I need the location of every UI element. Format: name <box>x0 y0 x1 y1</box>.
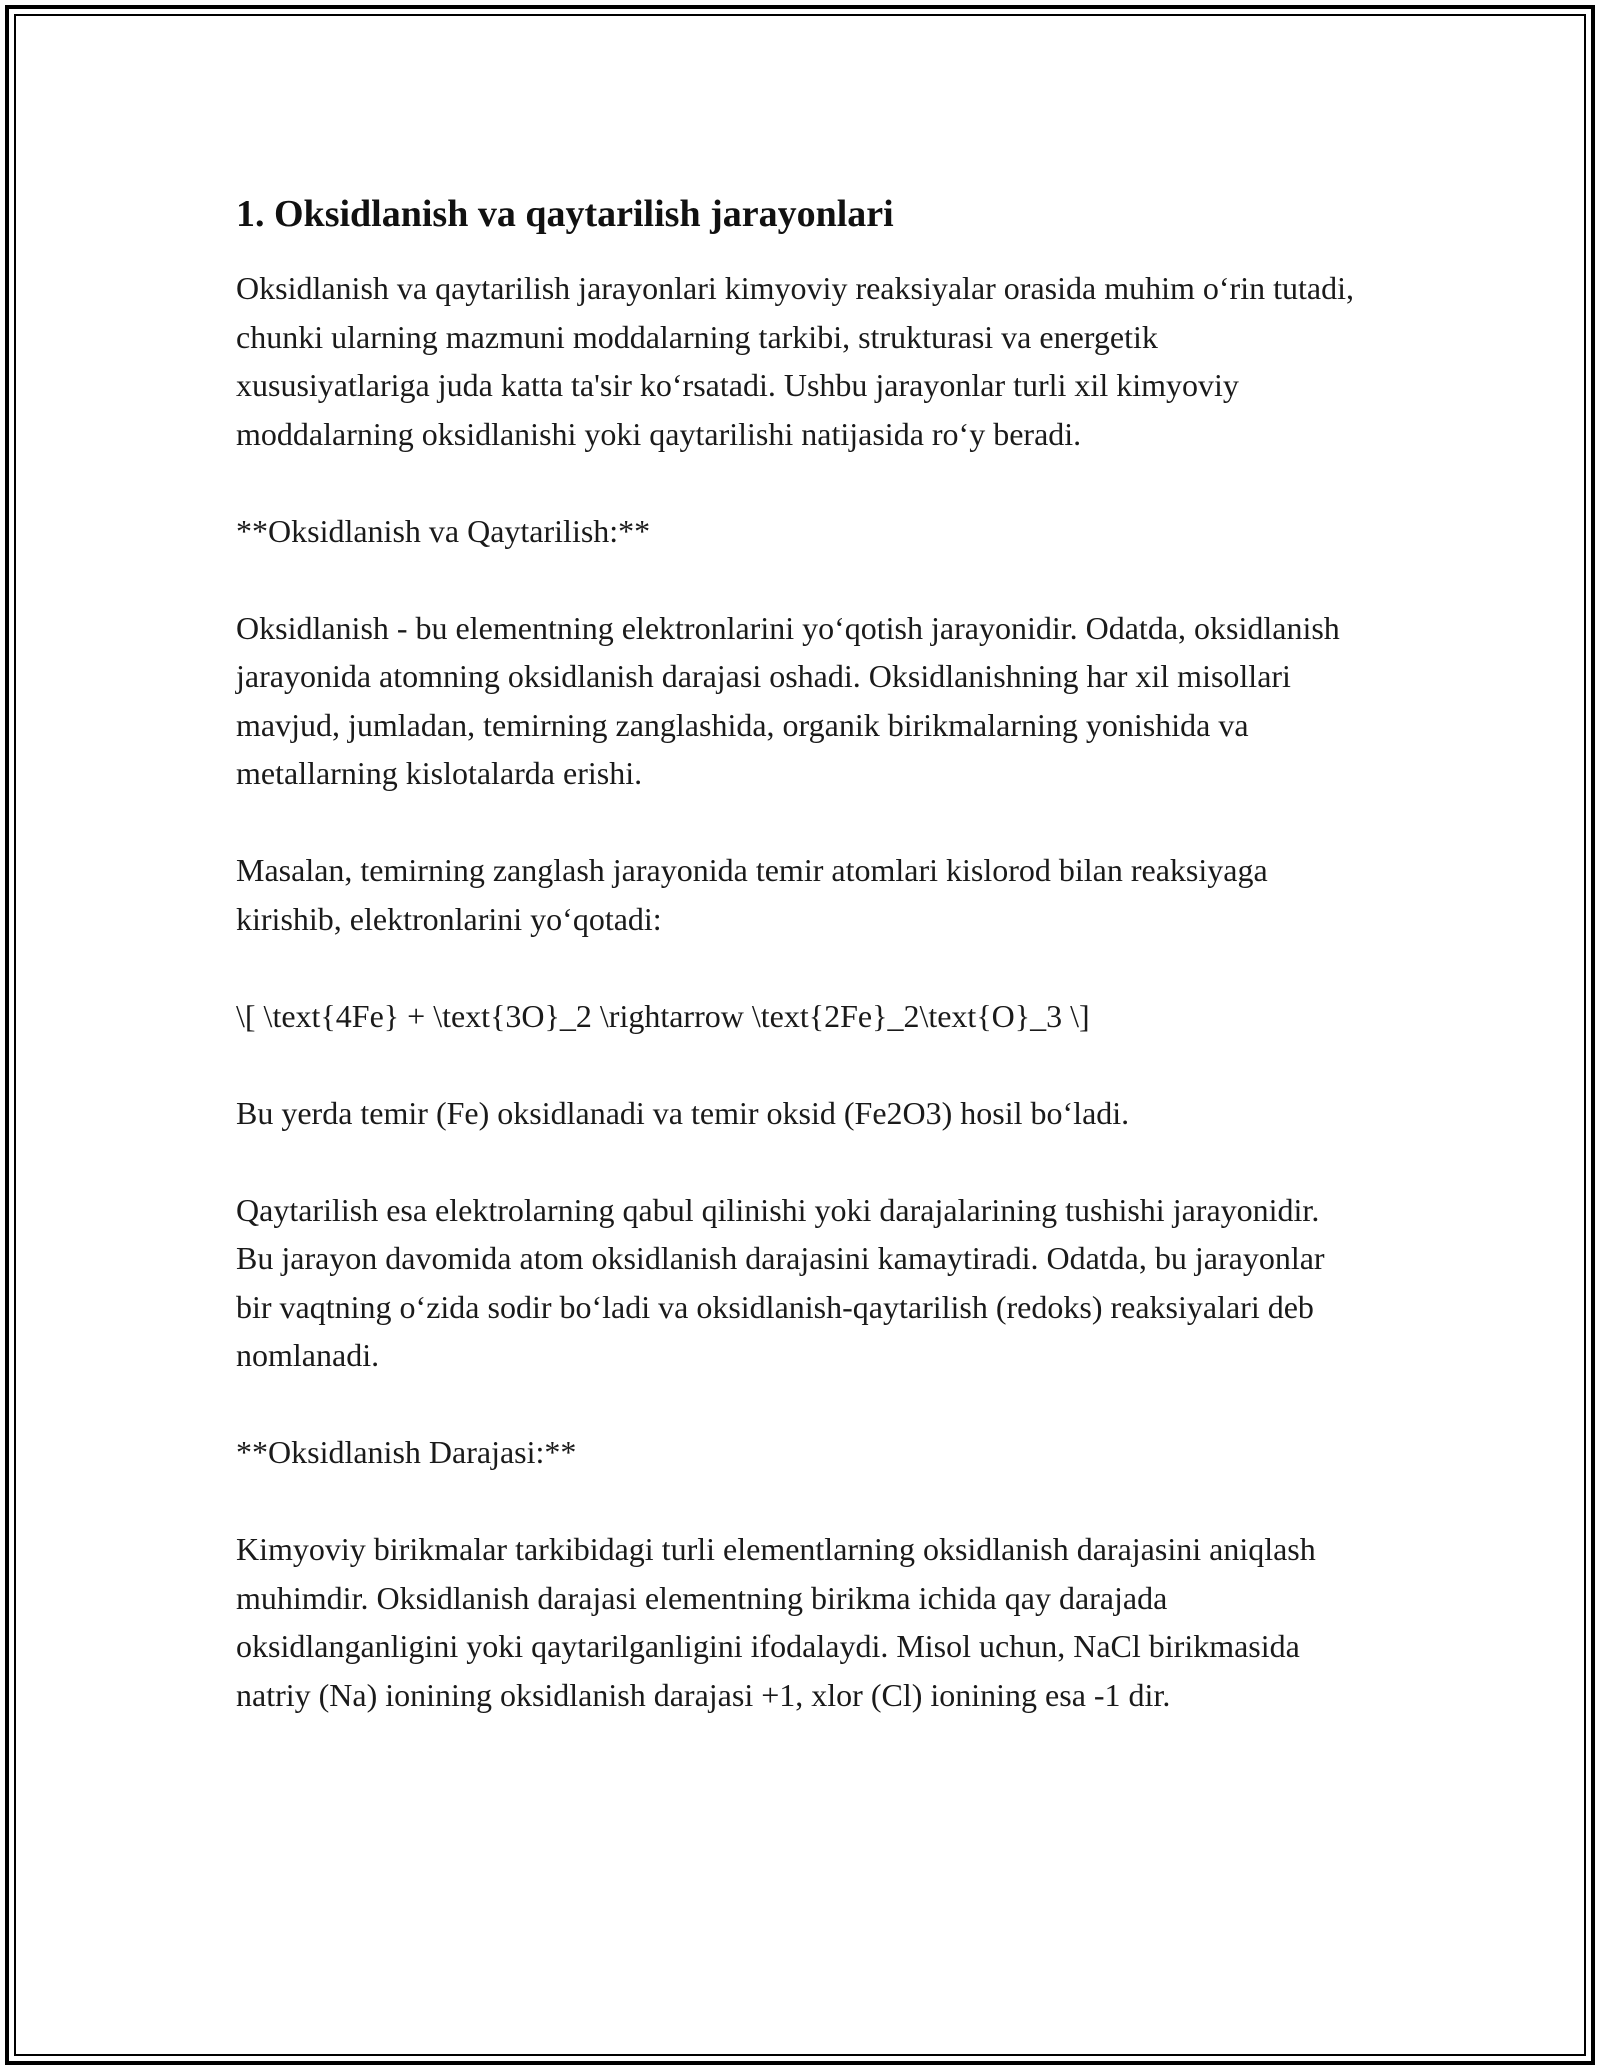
equation-line: \[ \text{4Fe} + \text{3O}_2 \rightarrow \text{2Fe}_2\text{O}_3 \] <box>236 997 1090 1034</box>
paragraph-example-result: Bu yerda temir (Fe) oksidlanadi va temir oksid (Fe2O3) hosil bo‘ladi. <box>236 1094 1130 1131</box>
paragraph-intro: Oksidlanish va qaytarilish jarayonlari kimyoviy reaksiyalar orasida muhim o‘rin tutadi, chunki ularning mazmuni moddalarning tarkibi, strukturasi va energetik xususiyatlariga juda katta ta'sir ko‘rsatadi. Ushbu jarayonlar turli xil kimyoviy moddalarning oksidlanishi yoki qaytarilishi natijasida ro‘y beradi. <box>236 270 1354 452</box>
subheading-oksidlanish-darajasi: **Oksidlanish Darajasi:** <box>236 1434 577 1470</box>
section-heading: 1. Oksidlanish va qaytarilish jarayonlari <box>236 193 894 235</box>
paragraph-example-intro: Masalan, temirning zanglash jarayonida temir atomlari kislorod bilan reaksiyaga kirishib, elektronlarini yo‘qotadi: <box>236 852 1268 937</box>
document-body <box>236 188 1356 1768</box>
paragraph-oksidlanish-darajasi: Kimyoviy birikmalar tarkibidagi turli elementlarning oksidlanish darajasini aniqlash muhimdir. Oksidlanish darajasi elementning birikma ichida qay darajada oksidlanganligini yoki qaytarilganligini ifodalaydi. Misol uchun, NaCl birikmasida natriy (Na) ionining oksidlanish darajasi +1, xlor (Cl) ionining esa -1 dir. <box>236 1531 1316 1713</box>
subheading-oksidlanish-qaytarilish: **Oksidlanish va Qaytarilish:** <box>236 512 651 549</box>
paragraph-qaytarilish: Qaytarilish esa elektrolarning qabul qilinishi yoki darajalarining tushishi jarayonidir. Bu jarayon davomida atom oksidlanish darajasini kamaytiradi. Odatda, bu jarayonlar bir vaqtning o‘zida sodir bo‘ladi va oksidlanish-qaytarilish (redoks) reaksiyalari deb nomlanadi. <box>236 1191 1325 1373</box>
paragraph-oksidlanish-definition: Oksidlanish - bu elementning elektronlarini yo‘qotish jarayonidir. Odatda, oksidlanish jarayonida atomning oksidlanish darajasi oshadi. Oksidlanishning har xil misollari mavjud, jumladan, temirning zanglashida, organik birikmalarning yonishida va metallarning kislotalarda erishi. <box>236 609 1340 791</box>
